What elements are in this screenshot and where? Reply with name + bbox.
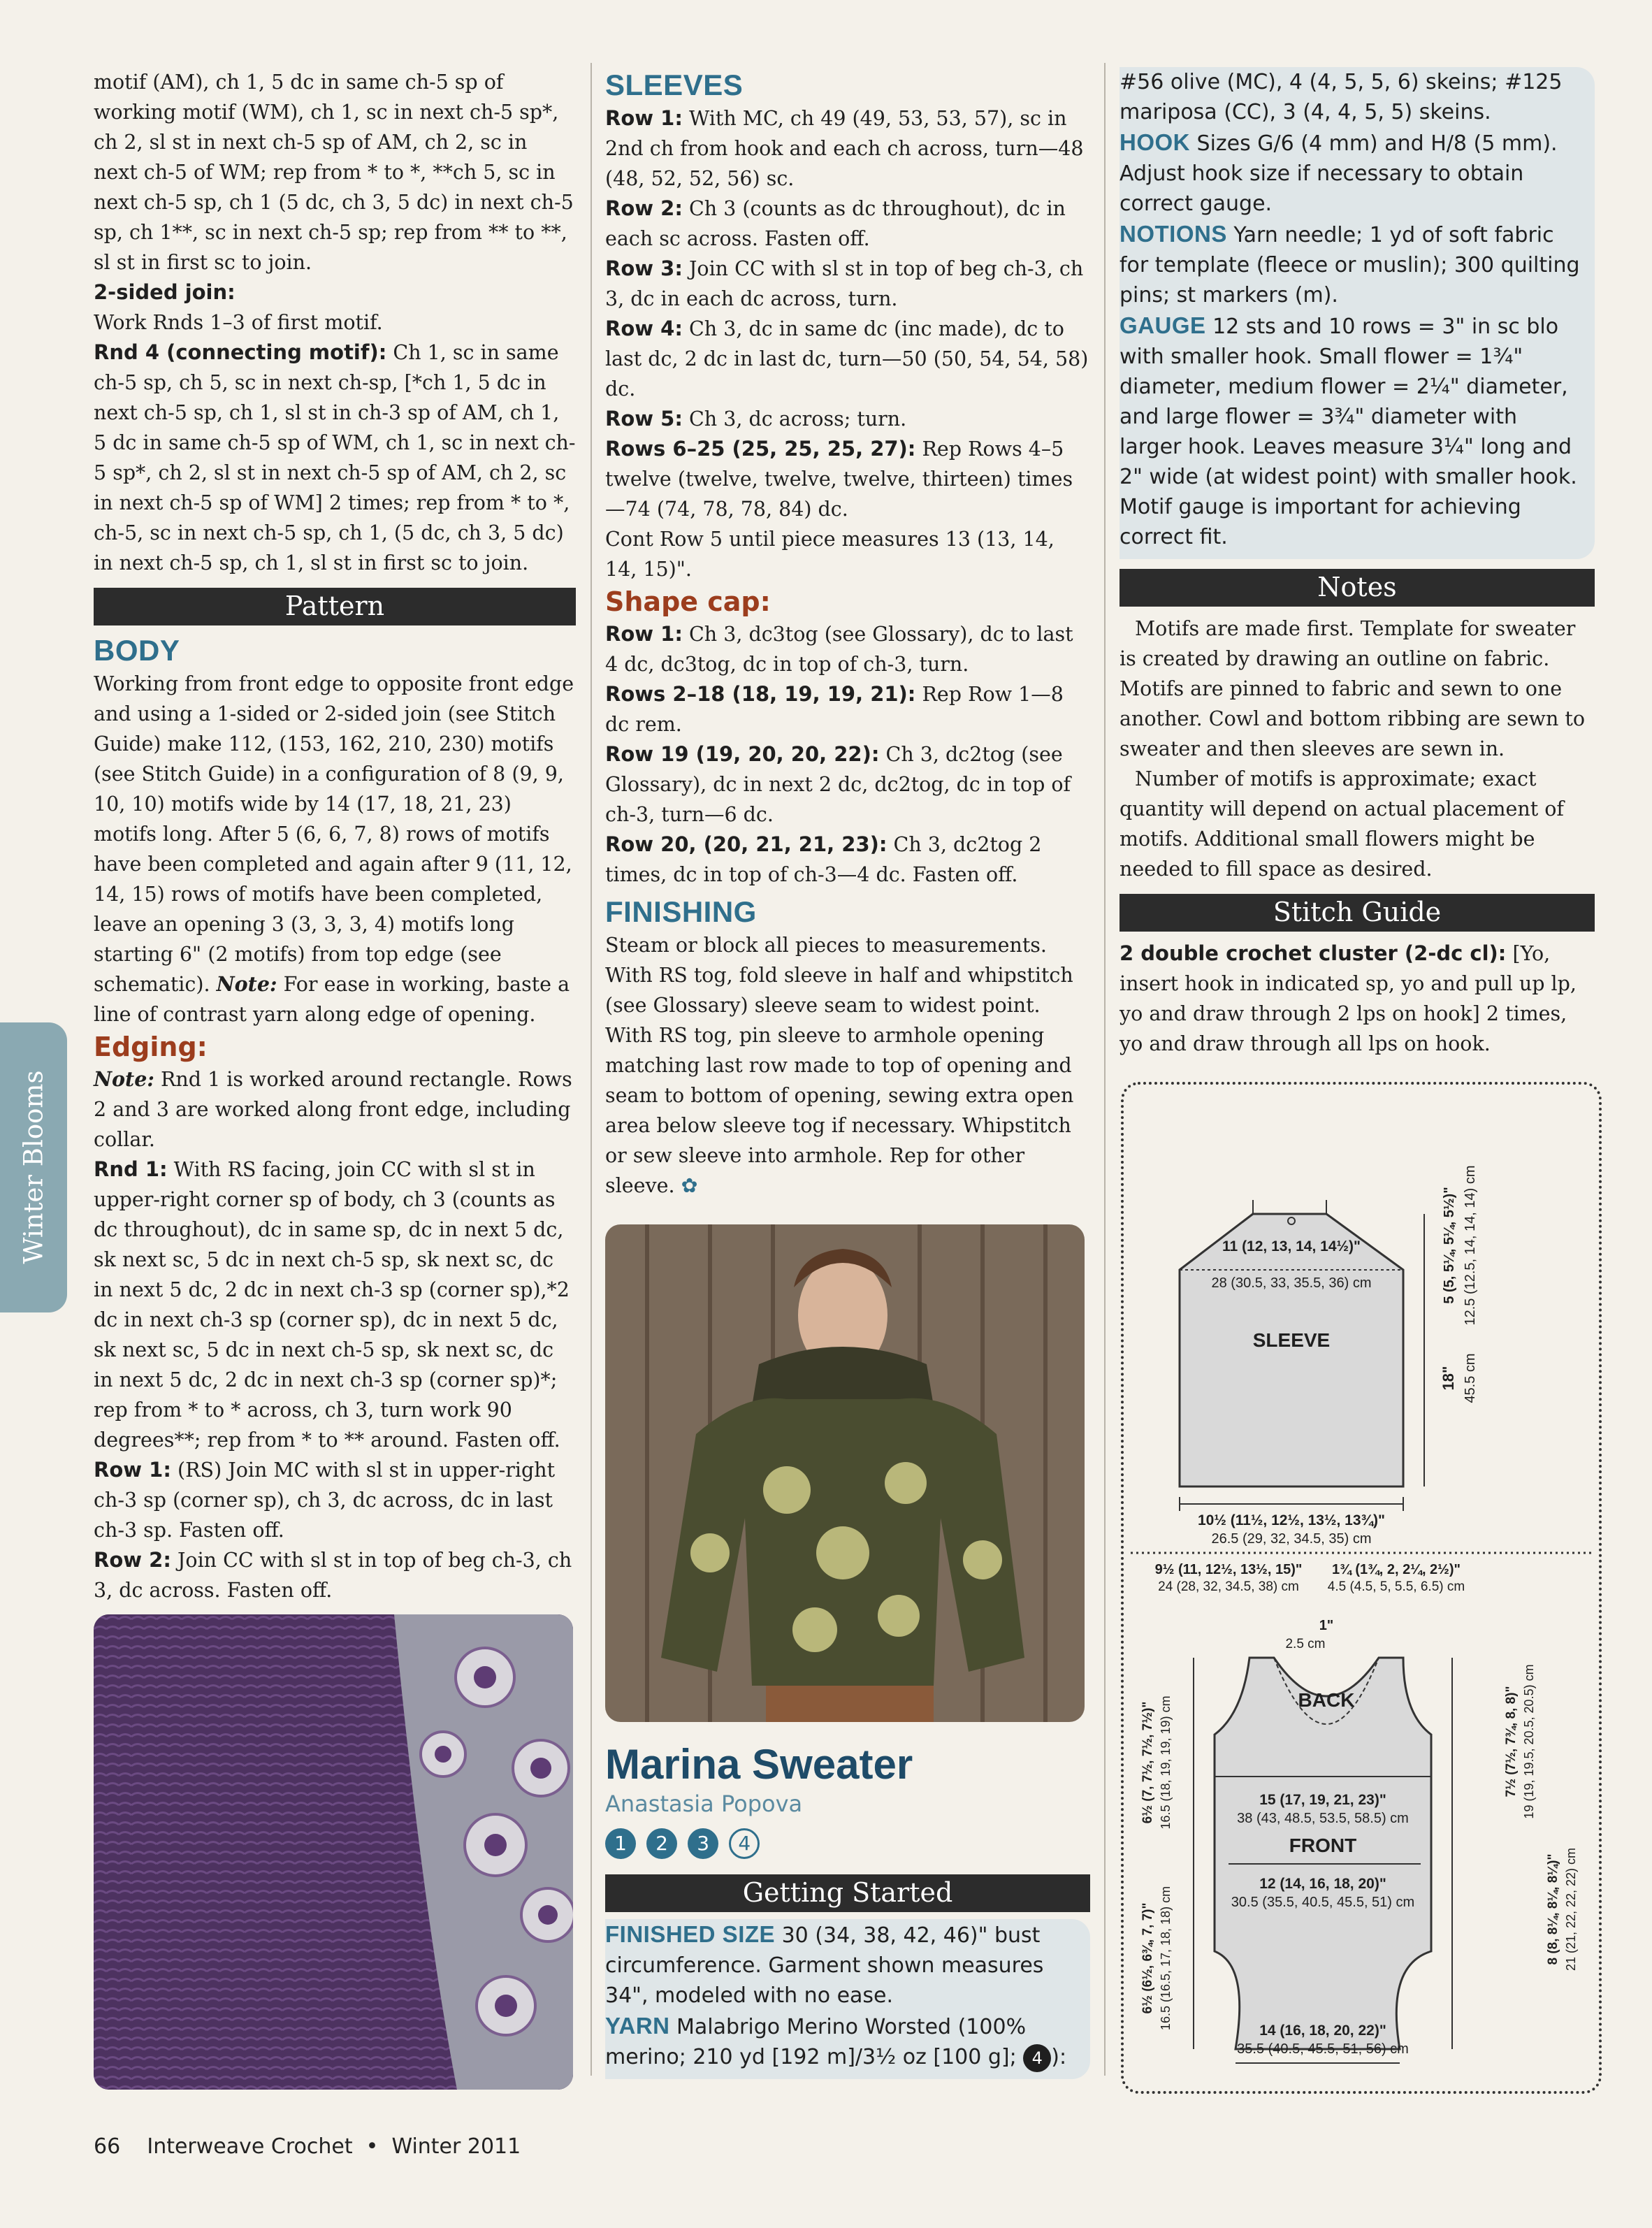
sleeve-row [605, 404, 1090, 434]
shoulder-width-cm: 4.5 (4.5, 5, 5.5, 6.5) cm [1327, 1579, 1465, 1594]
chest-in: 15 (17, 19, 21, 23)" [1259, 1792, 1386, 1808]
cap-row-label: Row 19 (19, 20, 20, 22): [605, 742, 880, 766]
sleeve-row-label: Row 3: [605, 256, 683, 280]
rnd1-text: With RS facing, join CC with sl st in upper-right corner sp of body, ch 3 (counts as dc throughout), dc in same sp, dc in next 5 dc, sk next sc, 5 dc in next ch-5 sp, sk next sc, dc in next 5 dc, 2 dc in next ch-3 sp (corner sp),*2 dc in next ch-3 sp (corner sp), dc in next 5 dc, sk next sc, 5 dc in next ch-5 sp, sk next sc, dc in next 5 dc, 2 dc in next ch-3 sp (corner sp)*; rep from * to * across, ch 3, turn work 90 degrees**; rep from * to ** around. Fasten off. [94, 1158, 570, 1452]
sleeve-row-label: Row 2: [605, 196, 683, 220]
skill-level-indicator [605, 1828, 1090, 1859]
row1-label: Row 1: [94, 1458, 171, 1482]
waist-cm: 30.5 (35.5, 40.5, 45.5, 51) cm [1231, 1895, 1415, 1910]
yarn-text: Malabrigo Merino Worsted (100% merino; 210 yd [192 m]/3½ oz [100 g]; [605, 2015, 1027, 2069]
magazine-name: Interweave Crochet [147, 2134, 353, 2159]
hem-cm: 35.5 (40.5, 45.5, 51, 56) cm [1237, 2041, 1409, 2057]
notes-bar: Notes [1120, 569, 1595, 607]
cap-row-text: Rep Row 1—8 dc rem. [605, 683, 1064, 736]
sleeve-cap-in: 5 (5, 5¼, 5¼, 5½)" [1442, 1187, 1457, 1304]
cont-row5-text: Cont Row 5 until piece measures 13 (13, 14, 14, 15)". [605, 528, 1055, 581]
hem-in: 14 (16, 18, 20, 22)" [1259, 2023, 1386, 2039]
sleeve-row-text: With MC, ch 49 (49, 53, 53, 57), sc in 2nd ch from hook and each ch across, turn—48 (48, 52, 52, 56) sc. [605, 107, 1084, 190]
column-divider [590, 63, 592, 2076]
sleeve-length-in: 18" [1440, 1366, 1457, 1391]
cluster-text: [Yo, insert hook in indicated sp, yo and pull up lp, yo and draw through 2 lps on hook] 2 times, yo and draw through all lps on hook. [1120, 942, 1577, 1055]
hook-label: HOOK [1120, 129, 1190, 155]
edging-note-text: Rnd 1 is worked around rectangle. Rows 2 and 3 are worked along front edge, including collar. [94, 1068, 572, 1151]
sleeve-rows [605, 103, 1090, 524]
notions-label: NOTIONS [1120, 221, 1227, 247]
sleeve-top-cm: 28 (30.5, 33, 35.5, 36) cm [1211, 1275, 1372, 1291]
materials-box: FINISHED SIZE 30 (34, 38, 42, 46)" bust circumference. Garment shown measures 34", modeled with no ease. YARN Malabrigo Merino Worsted (100% merino; 210 yd [192 m]/3½ oz [100 g]; 4 ): [605, 1919, 1090, 2079]
right-top-in: 7½ (7½, 7¾, 8, 8)" [1504, 1686, 1519, 1797]
sleeve-row [605, 194, 1090, 254]
finished-size-text: 30 (34, 38, 42, 46)" bust circumference. Garment shown measures 34", modeled with no ease. [605, 1923, 1044, 2008]
notes-paragraph-2: Number of motifs is approximate; exact quantity will depend on actual placement of motifs. Additional small flowers might be needed to fill space as desired. [1120, 767, 1564, 881]
materials-box-cont [1120, 67, 1595, 559]
two-sided-join-label: 2-sided join: [94, 280, 236, 304]
left-bottom-in: 6½ (6½, 6¾, 7, 7)" [1140, 1902, 1155, 2014]
skill-level-4: 4 [729, 1828, 760, 1859]
pattern-title: Marina Sweater [605, 1741, 913, 1788]
sleeves-heading: SLEEVES [605, 68, 744, 101]
rnd4-label: Rnd 4 (connecting motif): [94, 340, 387, 364]
sleeve-row [605, 103, 1090, 194]
shoulder-width-in: 1¾ (1¾, 2, 2¼, 2½)" [1331, 1562, 1461, 1577]
sleeve-row [605, 314, 1090, 404]
column-1 [94, 67, 576, 1605]
sleeve-row-label: Row 4: [605, 317, 683, 340]
cap-row [605, 679, 1090, 739]
sleeve-row [605, 434, 1090, 524]
sleeve-row-text: Rep Rows 4–5 twelve (twelve, twelve, twelve, thirteen) times—74 (74, 78, 78, 84) dc. [605, 437, 1073, 521]
cap-row [605, 619, 1090, 679]
row2-label: Row 2: [94, 1548, 171, 1572]
edge-width-in: 1" [1319, 1618, 1334, 1633]
body-heading: BODY [94, 634, 180, 667]
column-2 [605, 67, 1090, 1201]
sleeve-row-text: Ch 3, dc across; turn. [688, 407, 907, 431]
end-flower-icon: ✿ [681, 1174, 698, 1197]
cap-row-text: Ch 3, dc2tog 2 times, dc in top of ch-3—4 dc. Fasten off. [605, 833, 1042, 886]
body-note-label: Note: [216, 972, 277, 996]
title-block [605, 1740, 1090, 2079]
notes-paragraph-1: Motifs are made first. Template for sweater is created by drawing an outline on fabric. Motifs are pinned to fabric and sewn to one another. Cowl and bottom ribbing are sewn to sweater and then sleeves are sewn in. [1120, 617, 1585, 760]
yarn-weight-icon: 4 [1023, 2044, 1051, 2072]
sleeve-row [605, 254, 1090, 314]
edging-note-label: Note: [94, 1067, 154, 1091]
row2-text: Join CC with sl st in top of beg ch-3, ch 3, dc across. Fasten off. [94, 1549, 572, 1602]
cap-row-text: Ch 3, dc3tog (see Glossary), dc to last 4 dc, dc3tog, dc in top of ch-3, turn. [605, 623, 1073, 676]
finishing-heading: FINISHING [605, 895, 757, 928]
cap-row-label: Rows 2–18 (18, 19, 19, 21): [605, 682, 916, 706]
right-bottom-cm: 21 (21, 22, 22, 22) cm [1564, 1847, 1578, 1972]
section-tab-label: Winter Blooms [18, 1070, 49, 1264]
back-label: BACK [1298, 1689, 1355, 1711]
edging-heading: Edging: [94, 1032, 208, 1062]
cap-row-text: Ch 3, dc2tog (see Glossary), dc in next 2 dc, dc2tog, dc in top of ch-3, turn—6 dc. [605, 743, 1071, 826]
waist-in: 12 (14, 16, 18, 20)" [1259, 1876, 1386, 1892]
model-photo [605, 1224, 1085, 1722]
two-sided-join-text: Work Rnds 1–3 of first motif. [94, 311, 383, 334]
cap-row-label: Row 1: [605, 622, 683, 646]
sleeve-bottom-cm: 26.5 (29, 32, 34.5, 35) cm [1211, 1531, 1372, 1547]
hook-text: Sizes G/6 (4 mm) and H/8 (5 mm). Adjust hook size if necessary to obtain correct gauge. [1120, 131, 1558, 216]
cap-row-label: Row 20, (20, 21, 21, 23): [605, 832, 887, 856]
row1-text: (RS) Join MC with sl st in upper-right ch-3 sp (corner sp), ch 3, dc across, dc in last ch-3 sp. Fasten off. [94, 1459, 556, 1542]
finishing-text: Steam or block all pieces to measurements. With RS tog, fold sleeve in half and whipstitch (see Glossary) sleeve seam to widest point. With RS tog, pin sleeve to armhole opening matching last row made to top of opening and seam to bottom of opening, sewing extra open area below sleeve tog if necessary. Whipstitch or sew sleeve into armhole. Rep for other sleeve. [605, 934, 1074, 1197]
sleeve-row-label: Row 5: [605, 407, 683, 431]
shape-cap-heading: Shape cap: [605, 586, 771, 617]
column-3 [1120, 67, 1595, 1059]
sleeve-row-label: Row 1: [605, 106, 683, 130]
page-footer: 66 Interweave Crochet • Winter 2011 [94, 2134, 521, 2159]
designer-name: Anastasia Popova [605, 1791, 803, 1817]
chest-cm: 38 (43, 48.5, 53.5, 58.5) cm [1237, 1811, 1409, 1826]
rnd1-label: Rnd 1: [94, 1157, 168, 1181]
sleeve-row-text: Ch 3, dc in same dc (inc made), dc to last dc, 2 dc in last dc, turn—50 (50, 54, 54, 58) dc. [605, 317, 1089, 400]
sleeve-row-text: Join CC with sl st in top of beg ch-3, ch 3, dc in each dc across, turn. [605, 257, 1084, 310]
finished-size-label: FINISHED SIZE [605, 1921, 776, 1947]
stitch-guide-bar: Stitch Guide [1120, 894, 1595, 932]
pattern-bar: Pattern [94, 588, 576, 625]
front-label: FRONT [1289, 1835, 1357, 1856]
motif-instructions-cont: motif (AM), ch 1, 5 dc in same ch-5 sp of working motif (WM), ch 1, sc in next ch-5 sp*, ch 2, sl st in next ch-5 sp of AM, ch 2, sc in next ch-5 of WM; rep from * to *, **ch 5, sc in next ch-5 sp, ch 1 (5 dc, ch 3, 5 dc) in next ch-5 sp, ch 1**, sc in next ch-5 sp; rep from ** to **, sl st in first sc to join. [94, 71, 574, 274]
gauge-text: 12 sts and 10 rows = 3" in sc blo with smaller hook. Small flower = 1¾" diameter, medium flower = 2¼" diameter, and large flower = 3¾" diameter with larger hook. Leaves measure 3¼" long and 2" wide (at widest point) with smaller hook. Motif gauge is important for achieving correct fit. [1120, 314, 1577, 549]
sleeve-length-cm: 45.5 cm [1463, 1353, 1478, 1403]
sleeve-cap-cm: 12.5 (12.5, 14, 14, 14) cm [1463, 1165, 1478, 1326]
page-number: 66 [94, 2134, 121, 2159]
neck-width-cm: 24 (28, 32, 34.5, 38) cm [1158, 1579, 1299, 1594]
body-text: Working from front edge to opposite front edge and using a 1-sided or 2-sided join (see Stitch Guide) make 112, (153, 162, 210, 230) motifs (see Stitch Guide) in a configuration of 8 (9, 9, 10, 10) motifs wide by 14 (17, 18, 21, 23) motifs long. After 5 (6, 6, 7, 8) rows of motifs have been completed and again after 9 (11, 12, 14, 15) rows of motifs have been completed, leave an opening 3 (3, 3, 3, 4) motifs long starting 6" (2 motifs) from top edge (see schematic). [94, 672, 574, 996]
yarn-colors: #56 olive (MC), 4 (4, 5, 5, 6) skeins; #125 mariposa (CC), 3 (4, 4, 5, 5) skeins. [1120, 70, 1563, 124]
gauge-label: GAUGE [1120, 312, 1206, 338]
skill-level-2: 2 [646, 1828, 677, 1859]
yarn-label: YARN [605, 2013, 670, 2039]
left-bottom-cm: 16.5 (16.5, 17, 18, 18) cm [1159, 1886, 1173, 2031]
right-bottom-in: 8 (8, 8¼, 8¼, 8¼)" [1546, 1853, 1560, 1965]
notions-text: Yarn needle; 1 yd of soft fabric for template (fleece or muslin); 300 quilting pins; st markers (m). [1120, 223, 1580, 308]
sleeve-detail-photo [94, 1614, 573, 2090]
left-top-in: 6½ (7, 7½, 7½, 7½)" [1140, 1701, 1155, 1824]
sleeve-top-in: 11 (12, 13, 14, 14½)" [1222, 1238, 1361, 1254]
getting-started-bar: Getting Started [605, 1874, 1090, 1912]
cap-row [605, 739, 1090, 830]
left-top-cm: 16.5 (18, 19, 19, 19) cm [1159, 1695, 1173, 1830]
column-divider [1104, 63, 1106, 2076]
schematic-diagram [1121, 1082, 1602, 2094]
skill-level-1: 1 [605, 1828, 636, 1859]
sleeve-row-label: Rows 6–25 (25, 25, 25, 27): [605, 437, 916, 461]
sleeve-row-text: Ch 3 (counts as dc throughout), dc in each sc across. Fasten off. [605, 197, 1066, 250]
right-top-cm: 19 (19, 19.5, 20.5, 20.5) cm [1522, 1664, 1536, 1819]
body-note-text: For ease in working, baste a line of contrast yarn along edge of opening. [94, 973, 570, 1026]
sleeve-label: SLEEVE [1252, 1329, 1331, 1351]
rnd4-text: Ch 1, sc in same ch-5 sp, ch 5, sc in next ch-sp, [*ch 1, 5 dc in next ch-5 sp, ch 1, sl st in ch-3 sp of AM, ch 1, 5 dc in same ch-5 sp of WM, ch 1, sc in next ch-5 sp*, ch 2, sl st in next ch-5 sp of AM, ch 2, sc in next ch-5 sp of WM] 2 times; rep from * to *, ch-5, sc in next ch-5 sp, ch 1, (5 dc, ch 3, 5 dc) in next ch-5 sp, ch 1, sl st in first sc to join. [94, 341, 576, 574]
sleeve-bottom-in: 10½ (11½, 12½, 13½, 13¾)" [1198, 1512, 1385, 1528]
cap-row [605, 830, 1090, 890]
cap-rows [605, 619, 1090, 890]
edge-width-cm: 2.5 cm [1285, 1637, 1326, 1651]
cluster-label: 2 double crochet cluster (2-dc cl): [1120, 941, 1507, 965]
neck-width-in: 9½ (11, 12½, 13½, 15)" [1154, 1562, 1303, 1577]
section-tab [0, 1022, 67, 1312]
skill-level-3: 3 [688, 1828, 718, 1859]
issue-name: Winter 2011 [391, 2134, 521, 2159]
